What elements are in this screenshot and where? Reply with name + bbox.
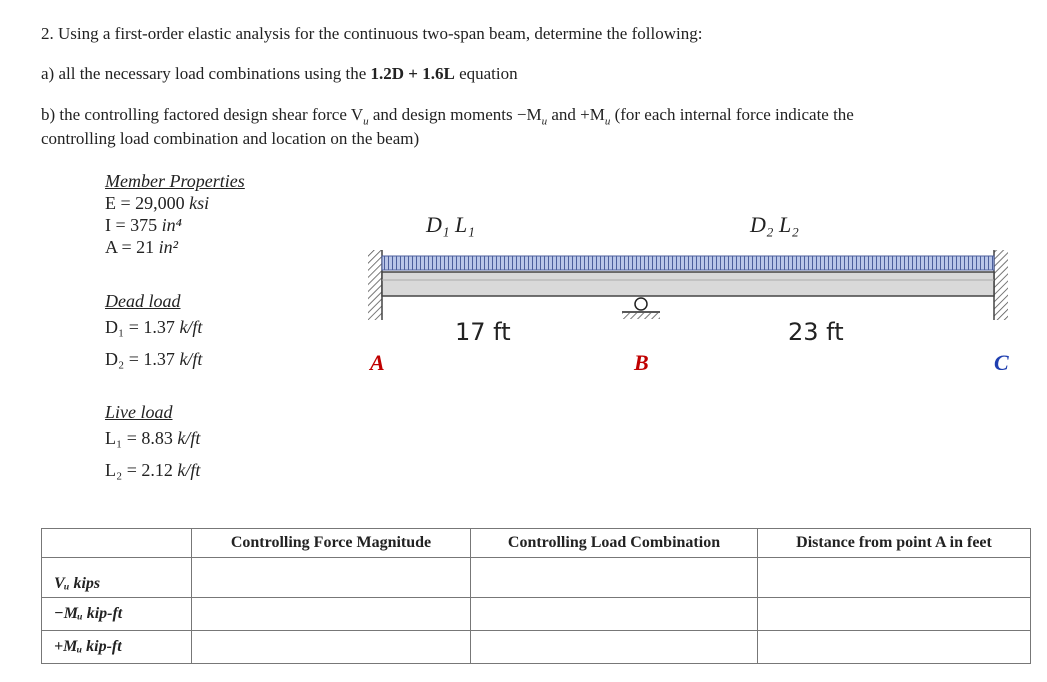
inertia-text: I = 375: [105, 215, 158, 235]
inertia-value: [105, 214, 245, 236]
dead-load-d2-unit: k/ft: [179, 349, 203, 369]
live-load-l2-text: L₂ = 2.12: [105, 460, 173, 480]
cell-shear-combination[interactable]: [471, 558, 758, 598]
live-load-l1: [105, 427, 200, 449]
results-table: [41, 528, 1031, 664]
cell-neg-moment-magnitude[interactable]: [192, 598, 471, 631]
point-b-label: B: [634, 350, 649, 375]
question-title: 2. Using a first-order elastic analysis for the continuous two-span beam, determine the following:: [41, 24, 703, 43]
modulus-unit: ksi: [189, 193, 210, 213]
point-a-label: A: [370, 350, 385, 375]
dead-load-d2-text: D₂ = 1.37: [105, 349, 175, 369]
modulus-text: E = 29,000: [105, 193, 185, 213]
header-force-magnitude: Controlling Force Magnitude: [192, 529, 471, 558]
part-b-sub-2: u: [541, 115, 548, 128]
header-load-combination: Controlling Load Combination: [471, 529, 758, 558]
area-text: A = 21: [105, 237, 155, 257]
beam-diagram: [360, 200, 1020, 385]
part-a-text: a) all the necessary load combinations using the: [41, 64, 371, 83]
table-row: [42, 558, 1031, 598]
dead-load-d1: [105, 316, 202, 338]
span1-length: 17 ft: [455, 318, 511, 346]
cell-neg-moment-distance[interactable]: [758, 598, 1031, 631]
part-b-and: and +M: [547, 105, 605, 124]
member-properties: [105, 170, 245, 258]
span2-length: 23 ft: [788, 318, 844, 346]
row-label-negative-moment: −Mᵤ kip-ft: [42, 598, 192, 631]
cell-pos-moment-distance[interactable]: [758, 631, 1031, 664]
header-distance: Distance from point A in feet: [758, 529, 1031, 558]
live-load-l1-text: L₁ = 8.83: [105, 428, 173, 448]
live-load-heading: Live load: [105, 402, 173, 422]
dead-load-heading: Dead load: [105, 291, 181, 311]
beam: [382, 272, 994, 296]
dead-load-d2: [105, 348, 202, 370]
cell-neg-moment-combination[interactable]: [471, 598, 758, 631]
part-b-mid: and design moments −M: [368, 105, 542, 124]
roller-support-b: [622, 298, 660, 319]
cell-shear-magnitude[interactable]: [192, 558, 471, 598]
row-label-shear: Vᵤ kips: [42, 558, 192, 598]
cell-pos-moment-magnitude[interactable]: [192, 631, 471, 664]
part-b-end: (for each internal force indicate the: [610, 105, 854, 124]
live-load-l1-unit: k/ft: [177, 428, 201, 448]
cell-shear-distance[interactable]: [758, 558, 1031, 598]
live-load-l2-unit: k/ft: [177, 460, 201, 480]
part-b-text: b) the controlling factored design shear force V: [41, 105, 364, 124]
area-unit: in²: [158, 237, 179, 257]
dead-load-d1-unit: k/ft: [179, 317, 203, 337]
question-part-b-line2: controlling load combination and location on the beam): [41, 129, 420, 148]
part-a-equation: 1.2D + 1.6L: [370, 64, 455, 83]
live-load: [105, 401, 200, 481]
member-properties-heading: Member Properties: [105, 171, 245, 191]
question-part-a: [41, 62, 518, 86]
part-b-sub-3: u: [604, 115, 611, 128]
inertia-unit: in⁴: [161, 215, 182, 235]
part-a-suffix: equation: [454, 64, 518, 83]
dead-load-d1-text: D₁ = 1.37: [105, 317, 175, 337]
live-load-l2: [105, 459, 200, 481]
point-c-label: C: [994, 350, 1009, 375]
fixed-support-c: [994, 250, 1008, 320]
dead-load: [105, 290, 202, 370]
part-b-sub-1: u: [363, 115, 369, 128]
load-label-span2: D₂ L₂: [750, 212, 799, 237]
row-label-positive-moment: +Mᵤ kip-ft: [42, 631, 192, 664]
table-header-row: [42, 529, 1031, 558]
fixed-support-a: [368, 250, 382, 320]
table-row: [42, 631, 1031, 664]
modulus-value: [105, 192, 245, 214]
table-row: [42, 598, 1031, 631]
distributed-load: [382, 256, 994, 270]
area-value: [105, 236, 245, 258]
cell-pos-moment-combination[interactable]: [471, 631, 758, 664]
table-corner-cell: [42, 529, 192, 558]
load-label-span1: D₁ L₁: [426, 212, 475, 237]
